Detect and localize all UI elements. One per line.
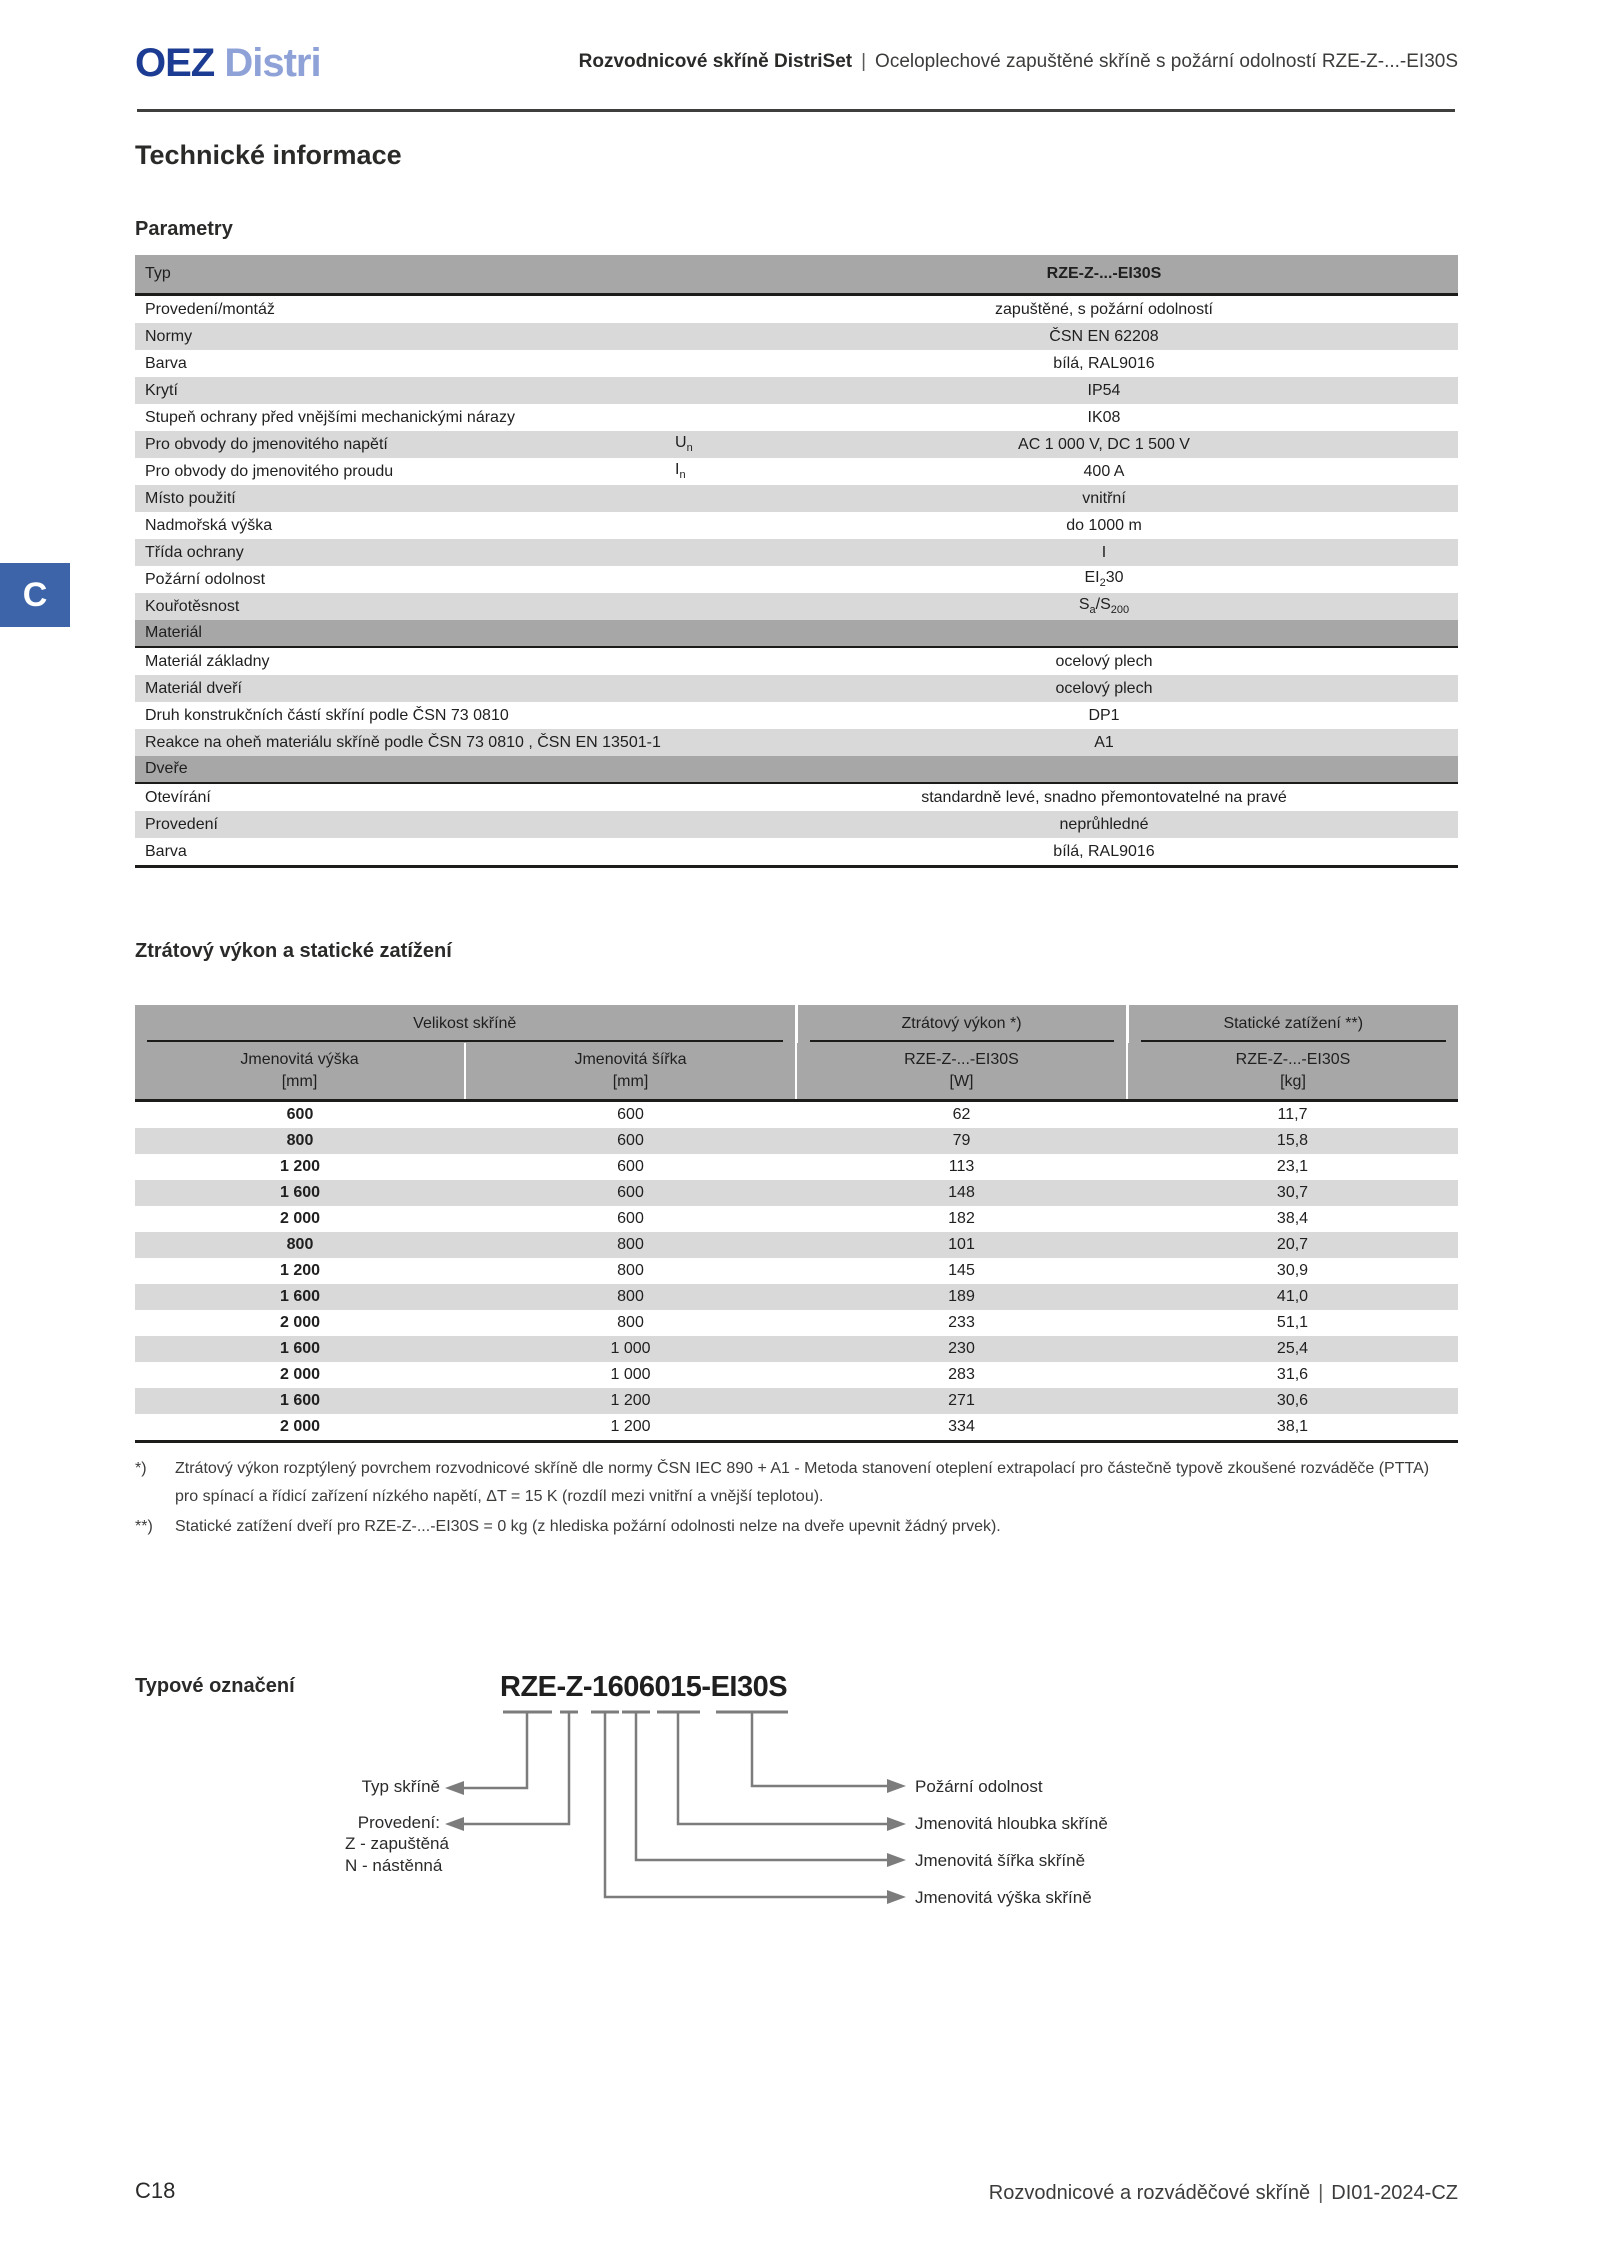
param-row <box>135 647 1458 675</box>
param-name: Provedení <box>135 811 675 838</box>
param-name: Místo použití <box>135 485 675 512</box>
loss-table-row <box>135 1388 1458 1414</box>
param-value: bílá, RAL9016 <box>750 838 1458 867</box>
param-symbol <box>675 295 750 324</box>
param-symbol <box>675 350 750 377</box>
param-value: do 1000 m <box>1066 516 1142 534</box>
footnotes <box>135 1455 1447 1543</box>
power-loss-cell: 189 <box>796 1284 1127 1310</box>
loss-static-load-table <box>135 1005 1458 1443</box>
power-loss-cell: 145 <box>948 1262 975 1279</box>
loss-table-row <box>135 1128 1458 1154</box>
loss-subheader-row <box>135 1043 1458 1101</box>
document-title-subtitle: Oceloplechové zapuštěné skříně s požární odolností RZE-Z-...-EI30S <box>875 51 1458 72</box>
param-symbol: $U_n$ <box>675 431 750 458</box>
parameters-table <box>135 255 1458 868</box>
param-value: ocelový plech <box>750 675 1458 702</box>
param-row <box>135 729 1458 756</box>
loss-column-header-name: Jmenovitá šířka <box>574 1051 687 1068</box>
footer-catalog-info <box>989 2182 1458 2205</box>
param-value: neprůhledné <box>750 811 1458 838</box>
param-name: Pro obvody do jmenovitého napětí <box>135 431 675 458</box>
param-name: Barva <box>145 354 187 372</box>
param-name: Normy <box>135 323 675 350</box>
loss-group-header-label: Ztrátový výkon *) <box>810 1006 1114 1042</box>
loss-group-header <box>796 1005 1127 1043</box>
param-name: Stupeň ochrany před vnějšími mechanickými nárazy <box>145 408 515 426</box>
nominal-height-cell: 1 200 <box>279 1158 321 1175</box>
loss-table-row <box>135 1232 1458 1258</box>
param-value: I <box>750 539 1458 566</box>
nominal-height-cell: 1 600 <box>135 1336 465 1362</box>
param-section-label: Dveře <box>135 756 1458 783</box>
loss-table-row <box>135 1258 1458 1284</box>
param-value: $EI_230$ <box>1084 569 1124 590</box>
static-load-cell: 31,6 <box>1276 1366 1309 1383</box>
header-divider <box>137 109 1455 112</box>
param-name: Provedení/montáž <box>145 300 275 318</box>
footnote-text: Statické zatížení dveří pro RZE-Z-...-EI30S = 0 kg (z hlediska požární odolnosti nelze na dveře upevnit žádný prvek). <box>175 1518 1001 1535</box>
param-value: bílá, RAL9016 <box>1053 354 1155 372</box>
param-row <box>135 485 1458 512</box>
param-header-value: RZE-Z-...-EI30S <box>750 255 1458 295</box>
loss-table-row <box>135 1362 1458 1388</box>
nominal-width-cell: 800 <box>465 1284 796 1310</box>
static-load-cell: 41,0 <box>1127 1284 1458 1310</box>
nominal-width-cell: 1 200 <box>465 1388 796 1414</box>
label-z-zapustena: Z - zapuštěná <box>345 1834 449 1853</box>
loss-table-row <box>135 1310 1458 1336</box>
power-loss-cell: 271 <box>796 1388 1127 1414</box>
param-symbol: $I_n$ <box>675 461 686 482</box>
param-symbol <box>675 647 750 675</box>
loss-table-row <box>135 1284 1458 1310</box>
loss-column-header-unit: [mm] <box>281 1073 318 1090</box>
loss-group-header-label: Velikost skříně <box>147 1006 783 1042</box>
page-title: Technické informace <box>135 140 402 170</box>
nominal-width-cell: 1 000 <box>465 1336 796 1362</box>
loss-column-header-unit: [kg] <box>1280 1073 1306 1090</box>
param-name: Otevírání <box>145 788 211 806</box>
footnote <box>135 1513 1447 1541</box>
loss-table-row <box>135 1101 1458 1129</box>
param-row <box>135 431 1458 458</box>
nominal-height-cell: 1 200 <box>279 1262 321 1279</box>
nominal-width-cell: 600 <box>617 1106 644 1123</box>
page-number: C18 <box>135 2178 176 2203</box>
power-loss-cell: 334 <box>796 1414 1127 1442</box>
document-title-series: Rozvodnicové skříně DistriSet <box>578 51 853 72</box>
nominal-height-cell: 600 <box>286 1106 314 1123</box>
param-value: vnitřní <box>750 485 1458 512</box>
loss-group-header <box>1127 1005 1458 1043</box>
power-loss-cell: 233 <box>948 1314 975 1331</box>
param-row <box>135 323 1458 350</box>
param-section-label: Materiál <box>135 620 1458 647</box>
parameters-table-header-row <box>135 255 1458 295</box>
param-row <box>135 404 1458 431</box>
param-value: AC 1 000 V, DC 1 500 V <box>750 431 1458 458</box>
nominal-width-cell: 800 <box>465 1232 796 1258</box>
param-header-name: Typ <box>135 255 675 295</box>
footer-separator: | <box>1318 2182 1324 2204</box>
param-row <box>135 811 1458 838</box>
nominal-height-cell: 2 000 <box>279 1210 321 1227</box>
nominal-height-cell: 2 000 <box>135 1414 465 1442</box>
nominal-width-cell: 1 000 <box>610 1366 651 1383</box>
param-value: $S_a/S_{200}$ <box>750 593 1458 620</box>
static-load-cell: 38,1 <box>1127 1414 1458 1442</box>
power-loss-cell: 230 <box>796 1336 1127 1362</box>
power-loss-cell: 182 <box>948 1210 975 1227</box>
param-name: Krytí <box>135 377 675 404</box>
parameters-heading: Parametry <box>135 218 233 240</box>
logo-oez-text: OEZ <box>135 41 215 85</box>
nominal-width-cell: 600 <box>617 1158 644 1175</box>
param-value: ČSN EN 62208 <box>750 323 1458 350</box>
param-name: Materiál dveří <box>135 675 675 702</box>
loss-group-header-label: Statické zatížení **) <box>1141 1006 1447 1042</box>
param-name: Požární odolnost <box>145 570 266 588</box>
nominal-width-cell: 600 <box>617 1210 644 1227</box>
static-load-cell: 30,7 <box>1127 1180 1458 1206</box>
param-header-symbol <box>675 255 750 295</box>
param-row <box>135 675 1458 702</box>
footnote-marker: *) <box>135 1460 147 1477</box>
param-value: DP1 <box>1088 706 1120 724</box>
loss-table-heading: Ztrátový výkon a statické zatížení <box>135 940 452 962</box>
param-symbol <box>675 838 750 867</box>
type-code: RZE-Z-1606015-EI30S <box>500 1671 788 1703</box>
param-section-row <box>135 756 1458 783</box>
static-load-cell: 38,4 <box>1276 1210 1309 1227</box>
label-typ-skrine: Typ skříně <box>361 1777 440 1796</box>
param-row <box>135 783 1458 811</box>
nominal-height-cell: 1 600 <box>135 1284 465 1310</box>
param-value: 400 A <box>1083 462 1125 480</box>
loss-table-row <box>135 1336 1458 1362</box>
param-symbol <box>675 702 750 729</box>
loss-table-row <box>135 1154 1458 1180</box>
param-value: ocelový plech <box>1055 652 1153 670</box>
title-separator: | <box>861 51 867 72</box>
loss-column-header-unit: [mm] <box>612 1073 649 1090</box>
param-value: zapuštěné, s požární odolností <box>995 300 1213 318</box>
loss-column-header <box>796 1043 1127 1101</box>
param-symbol <box>675 675 750 702</box>
label-jmenovita-vyska: Jmenovitá výška skříně <box>915 1888 1092 1907</box>
nominal-height-cell: 1 600 <box>135 1388 465 1414</box>
nominal-height-cell: 2 000 <box>279 1366 321 1383</box>
nominal-width-cell: 1 200 <box>465 1414 796 1442</box>
loss-column-header-name: RZE-Z-...-EI30S <box>1235 1051 1351 1068</box>
loss-column-header-unit: [W] <box>949 1073 974 1090</box>
nominal-width-cell: 800 <box>617 1314 644 1331</box>
loss-table-row <box>135 1414 1458 1442</box>
param-row <box>135 295 1458 324</box>
static-load-cell: 51,1 <box>1276 1314 1309 1331</box>
param-value: standardně levé, snadno přemontovatelné na pravé <box>921 788 1287 806</box>
power-loss-cell: 148 <box>796 1180 1127 1206</box>
param-name: Třída ochrany <box>135 539 675 566</box>
type-designation-heading: Typové označení <box>135 1675 295 1697</box>
loss-table-row <box>135 1206 1458 1232</box>
label-n-nastenna: N - nástěnná <box>345 1856 443 1875</box>
nominal-height-cell: 1 600 <box>135 1180 465 1206</box>
param-row <box>135 377 1458 404</box>
label-jmenovita-sirka: Jmenovitá šířka skříně <box>915 1851 1086 1870</box>
param-symbol <box>675 404 750 431</box>
power-loss-cell: 62 <box>952 1106 971 1123</box>
param-name: Barva <box>135 838 675 867</box>
param-row <box>135 838 1458 867</box>
param-symbol <box>675 512 750 539</box>
loss-group-header <box>135 1005 796 1043</box>
param-row <box>135 593 1458 620</box>
static-load-cell: 25,4 <box>1127 1336 1458 1362</box>
footer-catalog-code: DI01-2024-CZ <box>1331 2182 1458 2204</box>
param-value: IK08 <box>1087 408 1121 426</box>
document-title <box>579 51 1458 73</box>
nominal-height-cell: 2 000 <box>279 1314 321 1331</box>
param-row <box>135 566 1458 593</box>
param-symbol <box>675 729 750 756</box>
power-loss-cell: 101 <box>796 1232 1127 1258</box>
param-name: Reakce na oheň materiálu skříně podle ČSN 73 0810 , ČSN EN 13501-1 <box>135 729 675 756</box>
param-name: Kouřotěsnost <box>135 593 675 620</box>
footer-section-name: Rozvodnicové a rozváděčové skříně <box>988 2182 1311 2204</box>
loss-column-header-name: Jmenovitá výška <box>240 1051 359 1068</box>
loss-table-row <box>135 1180 1458 1206</box>
nominal-height-cell: 800 <box>135 1232 465 1258</box>
footnote <box>135 1455 1447 1511</box>
static-load-cell: 15,8 <box>1127 1128 1458 1154</box>
static-load-cell: 30,9 <box>1276 1262 1309 1279</box>
loss-group-header-row <box>135 1005 1458 1043</box>
static-load-cell: 23,1 <box>1276 1158 1309 1175</box>
param-value: A1 <box>750 729 1458 756</box>
loss-column-header <box>135 1043 465 1101</box>
param-name: Pro obvody do jmenovitého proudu <box>145 462 394 480</box>
power-loss-cell: 113 <box>948 1158 975 1175</box>
param-section-row <box>135 620 1458 647</box>
nominal-width-cell: 600 <box>465 1180 796 1206</box>
oez-distri-logo <box>135 40 321 86</box>
param-value: IP54 <box>750 377 1458 404</box>
static-load-cell: 11,7 <box>1277 1106 1308 1123</box>
label-provedeni: Provedení: <box>357 1813 440 1832</box>
nominal-height-cell: 800 <box>135 1128 465 1154</box>
power-loss-cell: 79 <box>796 1128 1127 1154</box>
param-row <box>135 350 1458 377</box>
param-row <box>135 539 1458 566</box>
param-name: Druh konstrukčních částí skříní podle ČSN 73 0810 <box>145 706 509 724</box>
nominal-width-cell: 600 <box>465 1128 796 1154</box>
param-symbol <box>675 485 750 512</box>
param-symbol <box>675 811 750 838</box>
param-symbol <box>675 377 750 404</box>
nominal-width-cell: 800 <box>617 1262 644 1279</box>
power-loss-cell: 283 <box>948 1366 975 1383</box>
logo-distri-text: Distri <box>224 41 321 85</box>
loss-column-header-name: RZE-Z-...-EI30S <box>904 1051 1019 1068</box>
label-jmenovita-hloubka: Jmenovitá hloubka skříně <box>915 1814 1108 1833</box>
param-name: Materiál základny <box>145 652 270 670</box>
loss-column-header <box>1127 1043 1458 1101</box>
label-pozarni-odolnost: Požární odolnost <box>915 1777 1043 1796</box>
param-symbol <box>675 783 750 811</box>
param-row <box>135 702 1458 729</box>
param-row <box>135 458 1458 485</box>
param-symbol <box>675 323 750 350</box>
loss-column-header <box>465 1043 796 1101</box>
param-symbol <box>675 593 750 620</box>
static-load-cell: 20,7 <box>1127 1232 1458 1258</box>
footnote-marker: **) <box>135 1518 153 1535</box>
static-load-cell: 30,6 <box>1127 1388 1458 1414</box>
footnote-text: Ztrátový výkon rozptýlený povrchem rozvodnicové skříně dle normy ČSN IEC 890 + A1 - Metoda stanovení oteplení extrapolací pro částečně typově zkoušené rozváděče (PTTA) pro spínací a řídicí zařízení nízkého napětí, ΔT = 15 K (rozdíl mezi vnitřní a vnější teplotou). <box>175 1460 1430 1505</box>
param-name: Nadmořská výška <box>145 516 273 534</box>
param-row <box>135 512 1458 539</box>
chapter-tab: C <box>0 563 70 627</box>
param-symbol <box>675 539 750 566</box>
param-symbol <box>675 566 750 593</box>
